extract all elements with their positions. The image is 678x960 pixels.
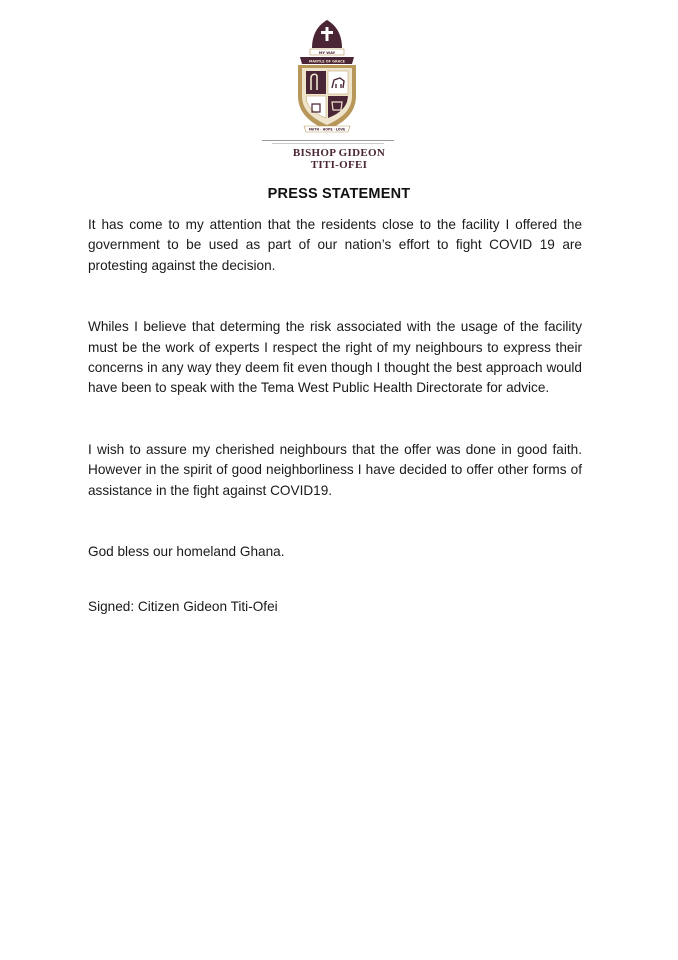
document-title: PRESS STATEMENT (267, 186, 411, 202)
org-name-line2: TITI-OFEI (310, 159, 368, 171)
svg-text:MY WAY: MY WAY (318, 51, 336, 55)
svg-text:MANTLE OF GRACE: MANTLE OF GRACE (308, 59, 346, 64)
signature-line: Signed: Citizen Gideon Titi-Ofei (88, 599, 278, 615)
letterhead-divider (262, 140, 394, 141)
letterhead (0, 12, 678, 171)
svg-text:FAITH · HOPE · LOVE: FAITH · HOPE · LOVE (308, 127, 346, 132)
letterhead-divider-secondary (272, 143, 384, 144)
document-body (88, 215, 582, 618)
paragraph-good-faith: I wish to assure my cherished neighbours that the offer was done in good faith. However in the spirit of good neighborliness I have decided to offer other forms of assistance in the fight against COVID19. (88, 441, 582, 498)
paragraph-experts-risk: Whiles I believe that determing the risk associated with the usage of the facility must be the work of experts I respect the right of my neighbours to express their concerns in any way they deem fit even though I thought the best approach would have been to speak with the Tema West Public Health Directorate for advice. (88, 319, 582, 396)
paragraph-facility-notice: It has come to my attention that the residents close to the facility I offered the government to be used as part of our nation’s effort to fight COVID 19 are protesting against the decision. (88, 217, 582, 273)
org-name-line1: BISHOP GIDEON (292, 147, 386, 159)
paragraph-blessing: God bless our homeland Ghana. (88, 544, 285, 560)
bishop-crest-icon (290, 18, 364, 136)
